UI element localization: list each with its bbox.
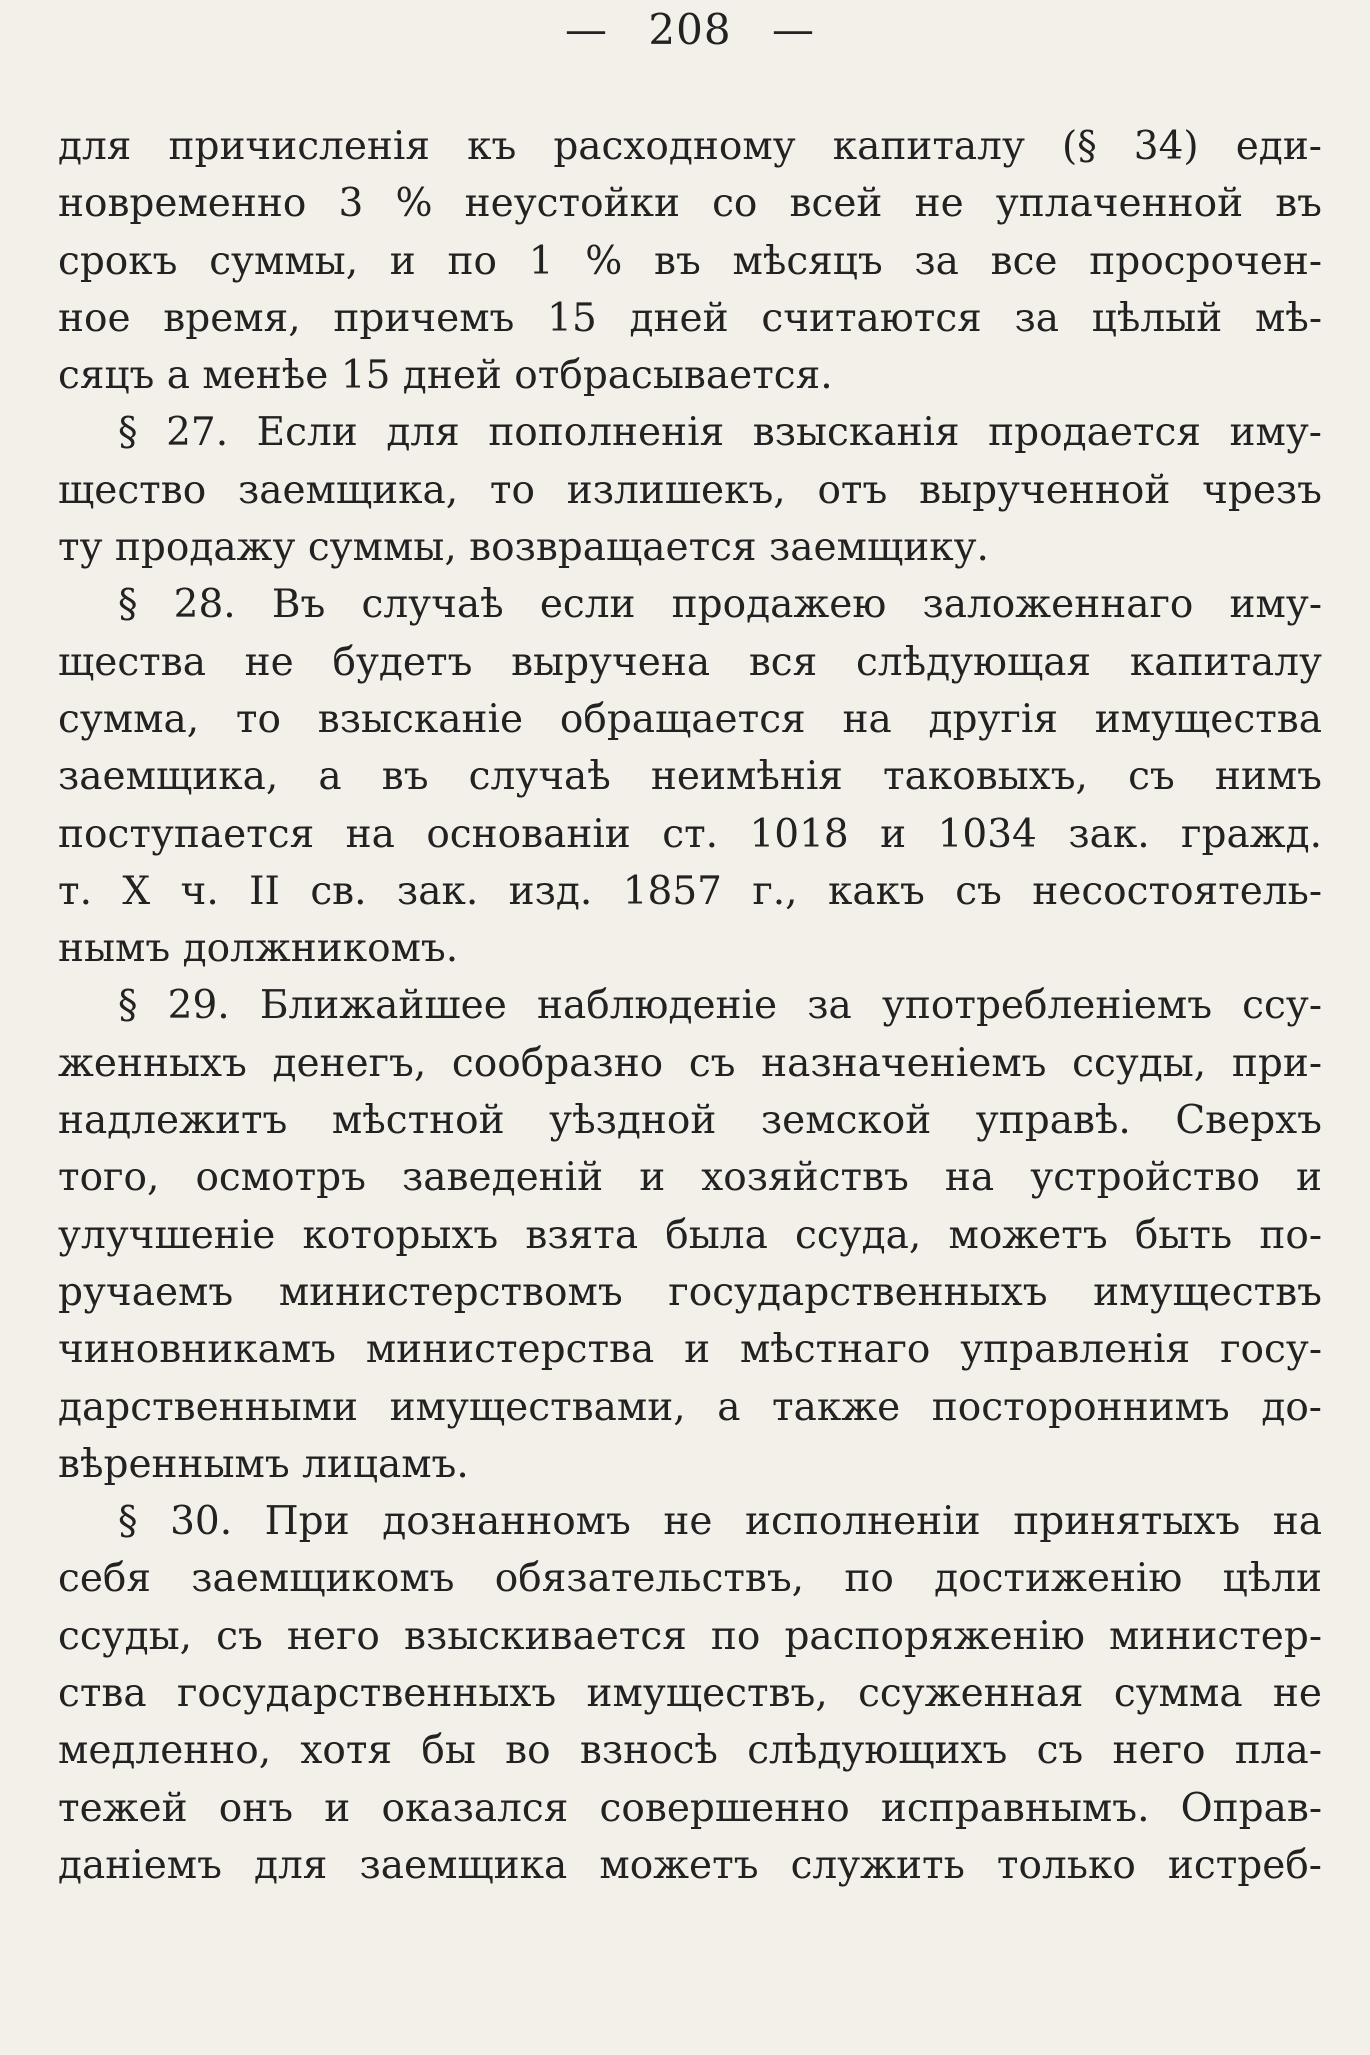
header-dash-right: — bbox=[771, 5, 815, 54]
text-line: т. X ч. II св. зак. изд. 1857 г., какъ съ несостоятель- bbox=[58, 868, 1322, 914]
text-line: женныхъ денегъ, сообразно съ назначеніемъ ссуды, при- bbox=[58, 1040, 1322, 1086]
text-line: ручаемъ министерствомъ государственныхъ имуществъ bbox=[58, 1269, 1322, 1315]
text-line: щества не будетъ выручена вся слѣдующая капиталу bbox=[58, 639, 1322, 685]
text-line: тежей онъ и оказался совершенно исправнымъ. Оправ- bbox=[58, 1785, 1322, 1831]
text-line: ное время, причемъ 15 дней считаются за цѣлый мѣ- bbox=[58, 295, 1322, 341]
text-line: заемщика, а въ случаѣ неимѣнія таковыхъ, съ нимъ bbox=[58, 754, 1322, 800]
text-line: того, осмотръ заведеній и хозяйствъ на устройство и bbox=[58, 1155, 1322, 1201]
text-line: поступается на основаніи ст. 1018 и 1034 зак. гражд. bbox=[58, 811, 1322, 857]
text-line: чиновникамъ министерства и мѣстнаго управленія госу- bbox=[58, 1327, 1322, 1373]
text-line: § 27. Если для пополненія взысканія продается иму- bbox=[118, 410, 1322, 456]
body-text bbox=[58, 118, 1322, 1894]
text-line: себя заемщикомъ обязательствъ, по достиженію цѣли bbox=[58, 1556, 1322, 1602]
text-line: щество заемщика, то излишекъ, отъ вырученной чрезъ bbox=[58, 467, 1322, 513]
page-number: 208 bbox=[648, 5, 732, 54]
text-line: сумма, то взысканіе обращается на другія имущества bbox=[58, 696, 1322, 742]
text-line: вѣреннымъ лицамъ. bbox=[58, 1441, 469, 1487]
text-line: медленно, хотя бы во взносѣ слѣдующихъ съ него пла- bbox=[58, 1728, 1322, 1774]
text-line: для причисленія къ расходному капиталу (§ 34) еди- bbox=[58, 124, 1322, 169]
text-line: срокъ суммы, и по 1 % въ мѣсяцъ за все просрочен- bbox=[58, 238, 1322, 284]
header-dash-left: — bbox=[565, 5, 609, 54]
text-line: § 29. Ближайшее наблюденіе за употребленіемъ ссу- bbox=[118, 983, 1322, 1029]
text-line: даніемъ для заемщика можетъ служить только истреб- bbox=[58, 1842, 1322, 1888]
text-line: новременно 3 % неустойки со всей не уплаченной въ bbox=[58, 181, 1322, 227]
page-header bbox=[58, 5, 1322, 60]
text-line: дарственными имуществами, а также постороннимъ до- bbox=[58, 1384, 1322, 1430]
text-line: § 30. При дознанномъ не исполненіи принятыхъ на bbox=[118, 1499, 1322, 1545]
text-line: ссуды, съ него взыскивается по распоряженію министер- bbox=[58, 1613, 1322, 1659]
text-line: ту продажу суммы, возвращается заемщику. bbox=[58, 525, 989, 571]
text-line: улучшеніе которыхъ взята была ссуда, можетъ быть по- bbox=[58, 1212, 1322, 1258]
text-line: сяцъ а менѣе 15 дней отбрасывается. bbox=[58, 353, 833, 399]
text-line: нымъ должникомъ. bbox=[58, 926, 459, 972]
text-line: § 28. Въ случаѣ если продажею заложеннаго иму- bbox=[118, 582, 1322, 628]
text-line: надлежитъ мѣстной уѣздной земской управѣ. Сверхъ bbox=[58, 1098, 1322, 1144]
text-line: ства государственныхъ имуществъ, ссуженная сумма не bbox=[58, 1671, 1322, 1717]
